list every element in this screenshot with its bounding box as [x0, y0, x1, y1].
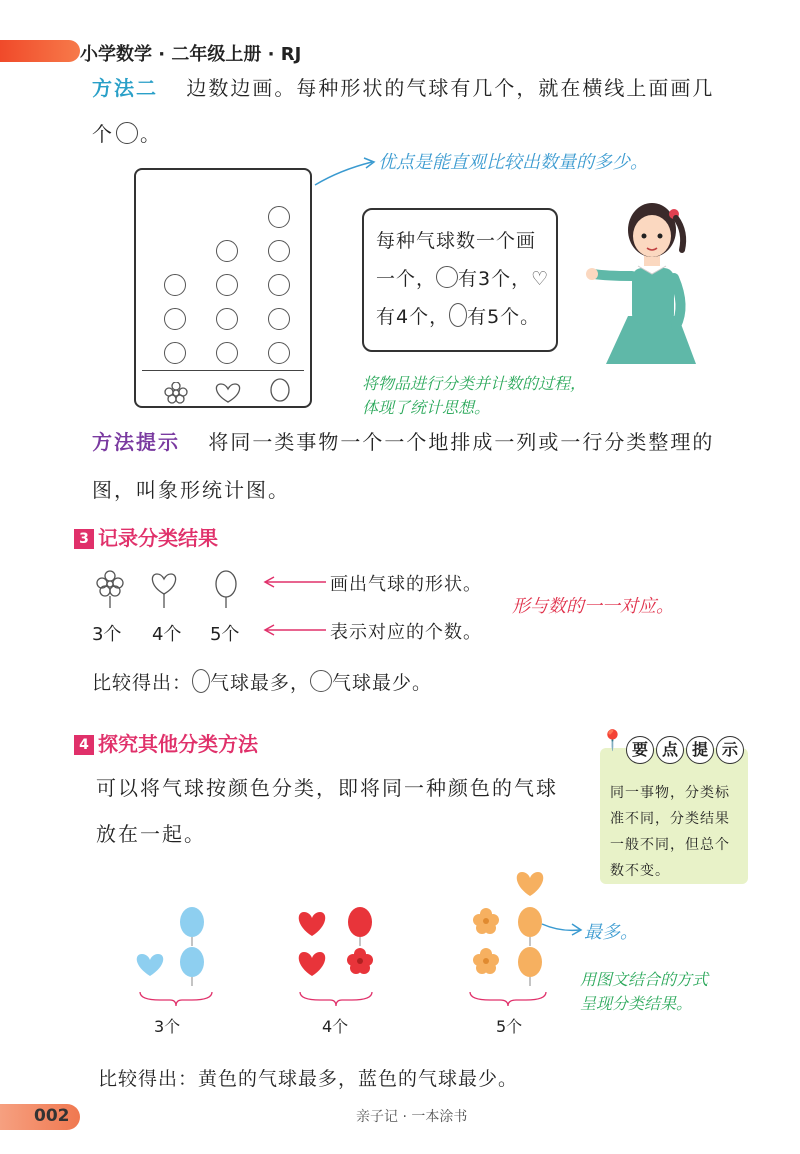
shape-note: 画出气球的形状。: [330, 574, 482, 595]
process-note-line1: 将物品进行分类并计数的过程，: [362, 374, 587, 393]
section4-conclusion: 比较得出：黄色的气球最多，蓝色的气球最少。: [98, 1068, 519, 1090]
red-balloons: [299, 907, 373, 976]
chart-circle: [268, 240, 290, 262]
section3-compare: [92, 668, 432, 695]
section4-number: 4: [74, 735, 94, 755]
process-note: [362, 372, 586, 420]
page-number: 002: [34, 1106, 70, 1126]
flower-balloon-icon: [310, 670, 332, 692]
method2-line2-wrap: [92, 120, 162, 148]
compare-mid: 气球最多，: [210, 672, 311, 694]
speech-line1: 每种气球数一个画: [376, 230, 537, 252]
red-count: 4个: [322, 1017, 349, 1036]
section3-number: 3: [74, 529, 94, 549]
chart-circle: [216, 274, 238, 296]
chart-circle: [216, 342, 238, 364]
section4-line1: 可以将气球按颜色分类，即将同一种颜色的气球: [96, 776, 558, 800]
chart-circle: [268, 342, 290, 364]
correspondence-note: 形与数的一一对应。: [512, 596, 674, 617]
method-hint-line2: 图，叫象形统计图。: [92, 478, 290, 502]
teacher-girl-illustration: [586, 196, 716, 368]
chart-circle: [164, 274, 186, 296]
section3-heading: [74, 522, 218, 551]
page-header-title: 小学数学 · 二年级上册 · RJ: [80, 44, 302, 65]
circle-icon: [116, 122, 138, 144]
speech-line2b: 有3个，: [458, 268, 532, 290]
section4-title: 探究其他分类方法: [98, 732, 258, 756]
count-flower: 3个: [92, 624, 122, 645]
header-bar: [0, 40, 80, 62]
key-points-char: 示: [716, 736, 744, 764]
heart-icon: ♡: [531, 268, 550, 290]
orange-count: 5个: [496, 1017, 523, 1036]
method2-paragraph: [92, 74, 772, 102]
chart-baseline: [142, 370, 304, 371]
count-round: 5个: [210, 624, 240, 645]
count-heart: 4个: [152, 624, 182, 645]
key-points-title: [626, 736, 746, 764]
chart-circle: [164, 342, 186, 364]
blue-count: 3个: [154, 1017, 181, 1036]
arrow-icon: [310, 150, 380, 190]
speech-line2a: 一个，: [376, 268, 437, 290]
method-hint-line1: 将同一类事物一个一个地排成一列或一行分类整理的: [208, 430, 715, 454]
key-points-text: 同一事物，分类标准不同，分类结果一般不同，但总个数不变。: [610, 785, 730, 879]
orange-balloons: [473, 872, 543, 986]
blue-balloons: [137, 907, 204, 986]
left-arrow-icon: [262, 576, 326, 588]
section4-line2: 放在一起。: [96, 822, 206, 846]
advantage-note: 优点是能直观比较出数量的多少。: [378, 152, 648, 173]
key-points-char: 点: [656, 736, 684, 764]
heart-shape-icon: [152, 574, 175, 608]
shape-icons-row: [92, 570, 252, 610]
process-note-line2: 体现了统计思想。: [362, 398, 491, 417]
pin-icon: 📍: [600, 728, 625, 752]
speech-bubble: [362, 208, 558, 352]
compare-prefix: 比较得出：: [92, 672, 193, 694]
method2-label: 方法二: [92, 76, 158, 100]
heart-balloon-icon: [208, 382, 248, 406]
section4-heading: [74, 728, 258, 757]
most-note: 最多。: [584, 922, 638, 943]
chart-circle: [268, 308, 290, 330]
round-shape-icon: [216, 571, 236, 608]
chart-circle: [216, 240, 238, 262]
pictograph-chart: [134, 168, 312, 408]
chart-circle: [268, 274, 290, 296]
left-arrow-icon: [262, 624, 326, 636]
flower-shape-icon: [97, 571, 123, 608]
chart-circle: [268, 206, 290, 228]
combine-note: [580, 968, 708, 1016]
footer-brand: 亲子记 · 一本涂书: [356, 1109, 468, 1125]
chart-circle: [216, 308, 238, 330]
compare-end: 气球最少。: [332, 672, 433, 694]
speech-line3a: 有4个，: [376, 306, 450, 328]
round-balloon-icon: [260, 378, 300, 406]
section3-title: 记录分类结果: [98, 526, 218, 550]
key-points-char: 要: [626, 736, 654, 764]
method2-line1: 边数边画。每种形状的气球有几个，就在横线上面画几: [186, 76, 715, 100]
method2-line2: 个: [92, 122, 114, 146]
braces: [140, 992, 546, 1006]
speech-line3b: 有5个。: [467, 306, 541, 328]
round-balloon-icon: [192, 669, 210, 693]
speech-line2: [376, 260, 556, 298]
flower-icon: [436, 266, 458, 288]
combine-note-line2: 呈现分类结果。: [580, 994, 693, 1013]
combine-note-line1: 用图文结合的方式: [580, 970, 709, 989]
method-hint-paragraph: [92, 428, 772, 456]
speech-line3: [376, 298, 556, 336]
chart-circle: [164, 308, 186, 330]
count-note: 表示对应的个数。: [330, 622, 482, 643]
flower-balloon-icon: [156, 382, 196, 406]
method2-line2-end: 。: [140, 122, 162, 146]
method-hint-label: 方法提示: [92, 430, 180, 454]
right-arrow-icon: [540, 918, 584, 938]
key-points-char: 提: [686, 736, 714, 764]
balloon-icon: [449, 303, 467, 327]
color-balloons-illustration: [120, 860, 580, 1010]
